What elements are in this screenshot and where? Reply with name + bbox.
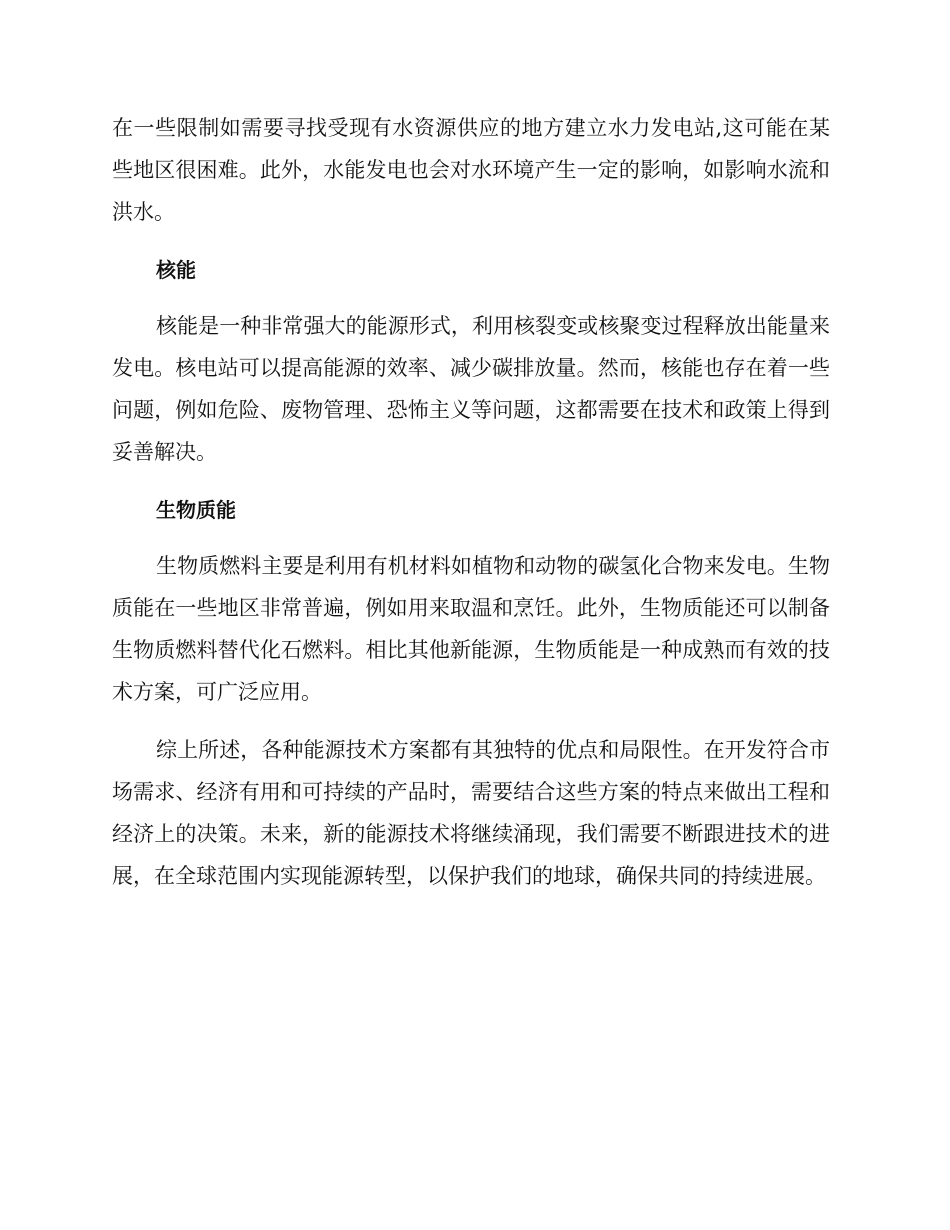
section-body-nuclear: 核能是一种非常强大的能源形式，利用核裂变或核聚变过程释放出能量来发电。核电站可以提高能源的效率、减少碳排放量。然而，核能也存在着一些问题，例如危险、废物管理、恐怖主义等问题，这都需要在技术和政策上得到妥善解决。 xyxy=(112,314,830,464)
intro-paragraph: 在一些限制如需要寻找受现有水资源供应的地方建立水力发电站,这可能在某些地区很困难。此外，水能发电也会对水环境产生一定的影响，如影响水流和洪水。 xyxy=(112,116,830,224)
document-body xyxy=(112,107,830,913)
section-body-biomass: 生物质燃料主要是利用有机材料如植物和动物的碳氢化合物来发电。生物质能在一些地区非常普遍，例如用来取温和烹饪。此外，生物质能还可以制备生物质燃料替代化石燃料。相比其他新能源，生物质能是一种成熟而有效的技术方案，可广泛应用。 xyxy=(112,554,830,704)
section-heading-nuclear: 核能 xyxy=(156,258,196,282)
conclusion-paragraph: 综上所述，各种能源技术方案都有其独特的优点和局限性。在开发符合市场需求、经济有用和可持续的产品时，需要结合这些方案的特点来做出工程和经济上的决策。未来，新的能源技术将继续涌现，我们需要不断跟进技术的进展，在全球范围内实现能源转型，以保护我们的地球，确保共同的持续进展。 xyxy=(112,738,830,888)
section-heading-biomass: 生物质能 xyxy=(156,498,236,522)
